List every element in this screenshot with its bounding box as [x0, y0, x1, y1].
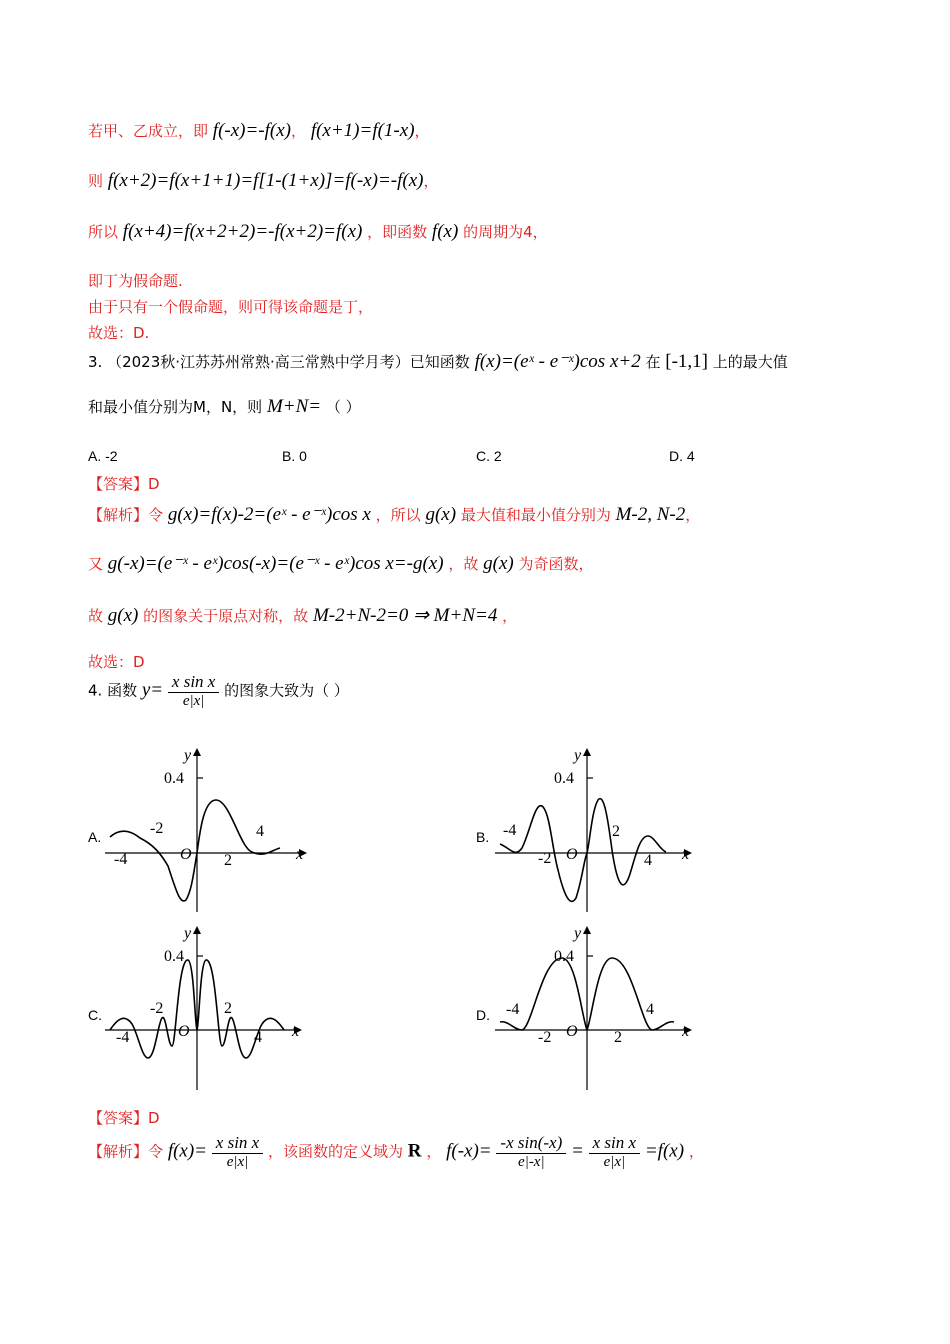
tick-4: 4: [646, 1001, 654, 1018]
formula: R: [407, 1140, 422, 1162]
text: 为奇函数，: [518, 555, 594, 573]
q3-option-b: B. 0: [282, 448, 307, 464]
answer-value: D: [148, 475, 160, 493]
fraction: [496, 1133, 566, 1171]
formula: =f(x): [644, 1140, 685, 1162]
graph-a-label: A.: [88, 829, 102, 845]
text: 上的最大值: [712, 353, 788, 371]
tick-04: 0.4: [164, 948, 184, 965]
tick-4: 4: [254, 1029, 262, 1046]
formula: M+N=: [266, 396, 322, 417]
text: ，故: [448, 555, 479, 573]
text: 在: [645, 353, 661, 371]
denominator: e|x|: [226, 1154, 249, 1170]
graph-d-label: D.: [476, 1007, 490, 1023]
numerator: x sin x: [589, 1133, 640, 1154]
analysis-tag: 【解析】: [88, 1142, 149, 1161]
graph-b-label: B.: [476, 829, 490, 845]
text: ，: [426, 1142, 442, 1161]
answer-tag: 【答案】: [88, 1109, 149, 1127]
formula: f(x)=: [167, 1140, 207, 1162]
text: 若甲、乙成立，即: [88, 122, 209, 140]
text: ，: [688, 1142, 704, 1161]
text: 的周期为4，: [463, 223, 548, 241]
denominator: e|x|: [182, 693, 205, 709]
graph-d-svg: [490, 918, 710, 1098]
tick-neg2: -2: [150, 1000, 164, 1017]
tick-neg2: -2: [538, 1029, 552, 1046]
tick-neg4: -4: [116, 1029, 130, 1046]
fraction: [212, 1133, 263, 1171]
text: 的图象关于原点对称，故: [143, 607, 309, 625]
q4-answer: [88, 1107, 160, 1128]
graph-b-svg: [490, 740, 710, 920]
origin-label: O: [180, 846, 192, 863]
formula: g(x): [425, 504, 457, 525]
x-axis-label: x: [292, 1023, 300, 1040]
fraction: [589, 1133, 640, 1171]
formula: f(x): [431, 221, 459, 242]
graph-d: [490, 918, 710, 1102]
formula: g(x): [483, 553, 514, 574]
fraction: [168, 672, 219, 710]
q4-stem: [88, 672, 349, 710]
text: 故: [88, 607, 104, 625]
q3-analysis-line2: [88, 552, 594, 575]
text: 4. 函数: [88, 681, 138, 700]
tick-neg4: -4: [506, 1001, 520, 1018]
q3-analysis-line4: 故选：D: [88, 653, 145, 671]
text: ，即函数: [367, 223, 428, 241]
y-axis-label: y: [184, 925, 192, 942]
formula: f(-x)=-f(x): [212, 120, 292, 141]
denominator: e|x|: [603, 1154, 626, 1170]
text: 3. （2023秋·江苏苏州常熟·高三常熟中学月考）已知函数: [88, 353, 470, 371]
text: 又: [88, 555, 104, 573]
formula: f(x)=(eˣ - e⁻ˣ)cos x+2: [474, 351, 641, 372]
denominator: e|-x|: [518, 1154, 545, 1170]
tick-04: 0.4: [164, 770, 184, 787]
sol2-line3: [88, 221, 548, 243]
formula: f(x+1)=f(1-x): [310, 120, 415, 141]
formula: g(-x)=(e⁻ˣ - eˣ)cos(-x)=(e⁻ˣ - eˣ)cos x=-g(x): [107, 553, 444, 574]
tick-neg4: -4: [114, 851, 128, 868]
tick-neg4: -4: [503, 822, 517, 839]
graph-c: [100, 918, 320, 1102]
tick-4: 4: [644, 852, 652, 869]
text: 最大值和最小值分别为: [460, 506, 611, 524]
answer-tag: 【答案】: [88, 475, 149, 493]
graph-a: [100, 740, 320, 924]
numerator: -x sin(-x): [496, 1133, 566, 1154]
tick-2: 2: [614, 1029, 622, 1046]
tick-2: 2: [612, 823, 620, 840]
formula: f(x+4)=f(x+2+2)=-f(x+2)=f(x): [122, 221, 363, 242]
sol2-line4: 即丁为假命题.: [88, 272, 183, 290]
numerator: x sin x: [168, 672, 219, 693]
sol2-line6: 故选：D.: [88, 324, 150, 342]
formula: g(x): [107, 605, 139, 626]
text: 令: [148, 1142, 164, 1161]
graph-c-svg: [100, 918, 320, 1098]
sol2-line2: 则 f(x+2)=f(x+1+1)=f[1-(1+x)]=f(-x)=-f(x)，: [88, 170, 439, 191]
x-axis-label: x: [296, 846, 304, 863]
formula: [-1,1]: [665, 351, 709, 372]
graph-c-label: C.: [88, 1007, 102, 1023]
q3-stem-line1: [88, 350, 788, 373]
graph-b: [490, 740, 710, 924]
tick-neg2: -2: [150, 820, 164, 837]
graph-a-svg: [100, 740, 320, 920]
origin-label: O: [566, 1023, 578, 1040]
formula: M-2, N-2: [615, 504, 686, 525]
y-axis-label: y: [574, 925, 582, 942]
y-axis-label: y: [184, 747, 192, 764]
formula: f(-x)=: [446, 1140, 492, 1162]
q3-stem-line2: [88, 396, 361, 418]
numerator: x sin x: [212, 1133, 263, 1154]
q4-analysis-line1: [88, 1133, 704, 1171]
q3-analysis-line1: 【解析】令 g(x)=f(x)-2=(eˣ - e⁻ˣ)cos x ，所以 g(x) 最大值和最小值分别为 M-2, N-2，: [88, 504, 701, 525]
text: （ ）: [325, 398, 361, 416]
tick-2: 2: [224, 1000, 232, 1017]
formula: =: [571, 1140, 584, 1162]
tick-neg2: -2: [538, 850, 552, 867]
answer-value: D: [148, 1109, 160, 1127]
y-axis-label: y: [574, 747, 582, 764]
text: ，所以: [375, 506, 421, 524]
formula: y=: [141, 679, 164, 701]
x-axis-label: x: [682, 1023, 690, 1040]
text: 所以: [88, 223, 119, 241]
tick-04: 0.4: [554, 948, 574, 965]
origin-label: O: [178, 1023, 190, 1040]
sol2-line1: 若甲、乙成立，即 f(-x)=-f(x)， f(x+1)=f(1-x)，: [88, 120, 430, 141]
tick-4: 4: [256, 823, 264, 840]
text: ，该函数的定义域为: [268, 1142, 404, 1161]
formula: f(x+2)=f(x+1+1)=f[1-(1+x)]=f(-x)=-f(x): [107, 170, 424, 191]
q3-option-a: A. -2: [88, 448, 118, 464]
sol2-line5: 由于只有一个假命题，则可得该命题是丁，: [88, 298, 374, 316]
text: 令: [148, 506, 164, 524]
analysis-tag: 【解析】: [88, 506, 149, 524]
text: 的图象大致为（ ）: [224, 681, 349, 700]
tick-2: 2: [224, 852, 232, 869]
origin-label: O: [566, 846, 578, 863]
formula: M-2+N-2=0 ⇒ M+N=4: [312, 605, 498, 626]
q3-option-c: C. 2: [476, 448, 502, 464]
tick-04: 0.4: [554, 770, 574, 787]
text: 和最小值分别为M，N，则: [88, 398, 263, 416]
q3-option-d: D. 4: [669, 448, 695, 464]
text: ，: [502, 607, 518, 625]
formula: g(x)=f(x)-2=(eˣ - e⁻ˣ)cos x: [167, 504, 371, 525]
x-axis-label: x: [682, 846, 690, 863]
q3-answer: [88, 473, 160, 494]
text: 则: [88, 172, 104, 190]
q3-analysis-line3: [88, 604, 517, 627]
